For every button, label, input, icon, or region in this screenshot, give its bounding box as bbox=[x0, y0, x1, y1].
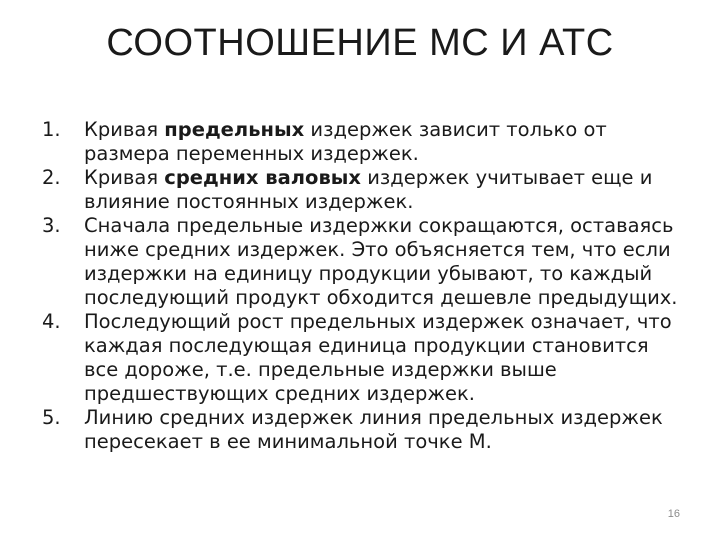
list-item-text: Сначала предельные издержки сокращаются, оставаясь ниже средних издержек. Это объясняется тем, что если издержки на единицу продукции убывают, то каждый последующий продукт обходится дешевле предыдущих. bbox=[84, 214, 678, 309]
list-item-number: 5. bbox=[42, 406, 61, 429]
list-item-text-start: Кривая bbox=[84, 166, 165, 189]
list-item-text-start: Кривая bbox=[84, 118, 165, 141]
list-item-number: 4. bbox=[42, 310, 61, 333]
list-item bbox=[42, 118, 682, 166]
list-item-text bbox=[84, 118, 682, 166]
list-item-text-end: издержек зависит только от размера переменных издержек. bbox=[84, 118, 607, 165]
list-item bbox=[42, 310, 682, 406]
list-item-number: 3. bbox=[42, 214, 61, 237]
list-item-text-end: издержек учитывает еще и влияние постоянных издержек. bbox=[84, 166, 653, 213]
list-item-text bbox=[84, 166, 682, 214]
list-item bbox=[42, 406, 682, 454]
list-item bbox=[42, 166, 682, 214]
page-number: 16 bbox=[667, 508, 680, 520]
list-item-number: 2. bbox=[42, 166, 61, 189]
list-item-emphasis: средних валовых bbox=[164, 166, 362, 189]
list-item-text: Линию средних издержек линия предельных издержек пересекает в ее минимальной точке М. bbox=[84, 406, 663, 453]
list-item-number: 1. bbox=[42, 118, 61, 141]
slide-title: СООТНОШЕНИЕ МС И АТС bbox=[106, 22, 614, 64]
content-list bbox=[42, 118, 682, 454]
list-item-text: Последующий рост предельных издержек означает, что каждая последующая единица продукции становится все дороже, т.е. предельные издержки выше предшествующих средних издержек. bbox=[84, 310, 672, 405]
list-item-emphasis: предельных bbox=[164, 118, 305, 141]
list-item bbox=[42, 214, 682, 310]
